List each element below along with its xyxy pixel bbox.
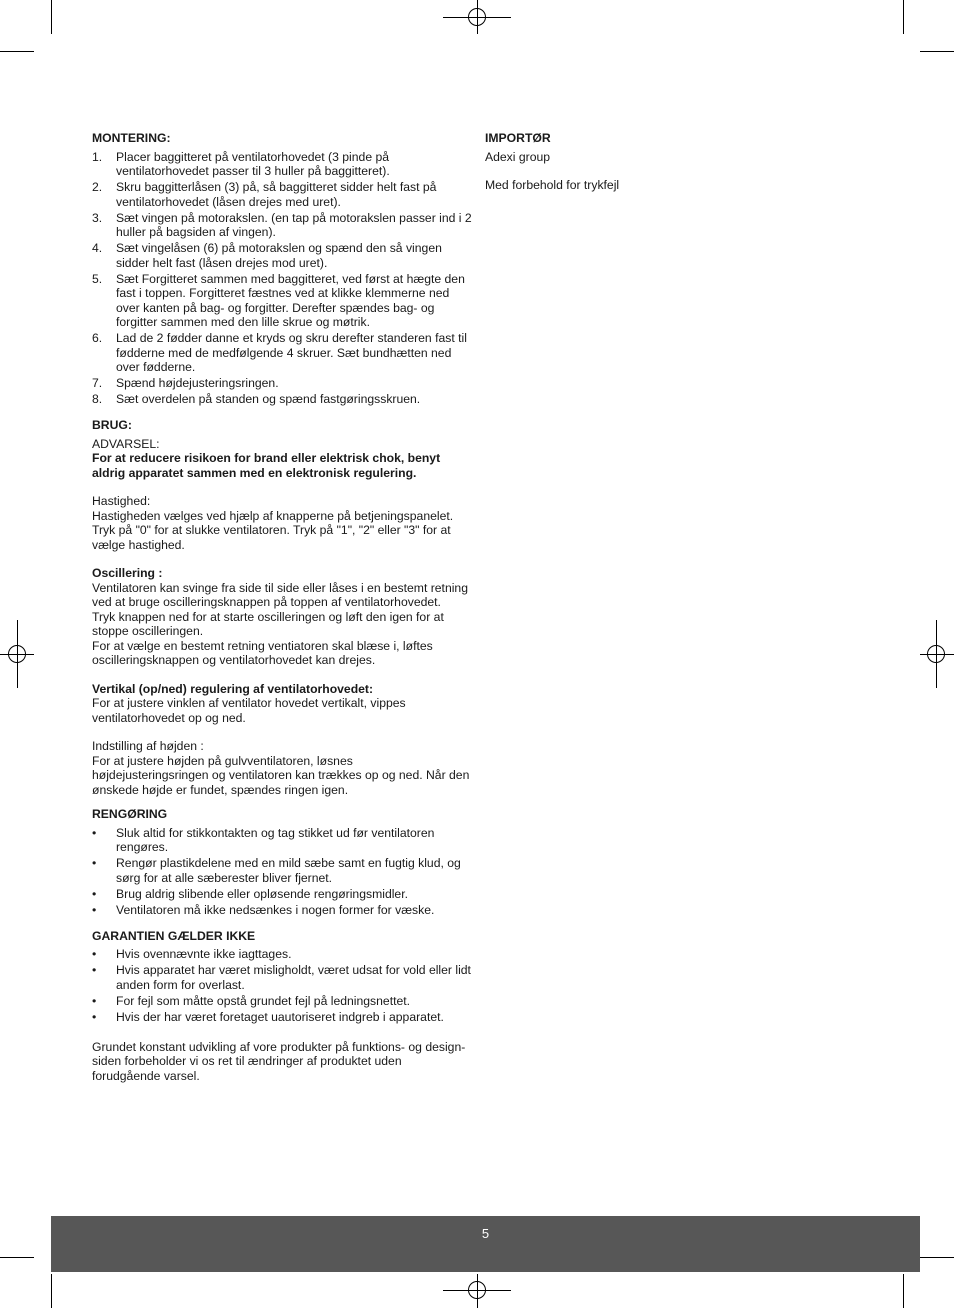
rengoering-list [92,826,472,918]
bullet: • [92,825,97,840]
step-number: 3. [92,210,103,225]
list-item [92,150,472,179]
list-item-text: Hvis der har været foretaget uautoriseret indgreb i apparatet. [116,1009,444,1024]
registration-mark [468,1281,486,1299]
hastighed-text: Hastigheden vælges ved hjælp af knapperne på betjeningspanelet. Tryk på "0" for at slukke ventilatoren. Tryk på "1", "2" eller "3" for at vælge hastighed. [92,508,454,552]
crop-mark [0,51,34,52]
list-item-text: Hvis ovennævnte ikke iagttages. [116,947,292,961]
warning-label: ADVARSEL: [92,436,160,451]
step-text: Sæt vingelåsen (6) på motorakslen og spænd den så vingen sidder helt fast (låsen drejes mod uret). [116,241,442,270]
step-text: Sæt overdelen på standen og spænd fastgøringsskruen. [116,392,421,406]
list-item [92,856,472,885]
closing-note: Grundet konstant udvikling af vore produkter på funktions- og design-siden forbeholder vi os ret til ændringer af produktet uden forudgående varsel. [92,1039,466,1083]
bullet: • [92,902,97,917]
step-text: Sæt vingen på motorakslen. (en tap på motorakslen passer ind i 2 huller på bagsiden af vingen). [116,210,472,239]
step-text: Sæt Forgitteret sammen med baggitteret, ved først at hægte den fast i toppen. Forgitteret fæstnes ved at klikke klemmerne ned over kanten på bag- og forgitter. Derefter spændes bag- og forgitter sammen med den lille skrue og møtrik. [116,271,465,329]
montering-heading: MONTERING: [92,131,171,145]
list-item-text: Brug aldrig slibende eller opløsende rengøringsmidler. [116,886,408,901]
oscillering-paragraph: Ventilatoren kan svinge fra side til side eller låses i en bestemt retning ved at bruge oscilleringsknappen på toppen af ventilatorhovedet. [92,580,468,609]
registration-mark [8,645,26,663]
list-item [92,963,472,992]
list-item [92,211,472,240]
list-item-text: For fejl som måtte opstå grundet fejl på ledningsnettet. [116,993,411,1008]
list-item-text: Hvis apparatet har været misligholdt, været udsat for vold eller lidt anden form for overlast. [116,963,471,992]
list-item-text: Sluk altid for stikkontakten og tag stikket ud før ventilatoren rengøres. [116,825,435,854]
importoer-company: Adexi group [485,149,551,164]
bullet: • [92,856,97,870]
step-number: 5. [92,271,103,286]
crop-mark [920,51,954,52]
step-number: 4. [92,241,103,255]
garanti-heading: GARANTIEN GÆLDER IKKE [92,928,256,943]
step-text: Spænd højdejusteringsringen. [116,376,279,390]
list-item [92,887,472,902]
hoejde-text: For at justere højden på gulvventilatoren, løsnes højdejusteringsringen og ventilatoren kan trækkes op og ned. Når den ønskede højde er fundet, spændes ringen igen. [92,753,470,797]
list-item [92,903,472,918]
importoer-note: Med forbehold for trykfejl [485,178,620,192]
left-column [92,131,472,1083]
bullet: • [92,886,97,901]
list-item-text: Ventilatoren må ikke nedsænkes i nogen former for væske. [116,902,435,917]
step-text: Skru baggitterlåsen (3) på, så baggitteret sidder helt fast på ventilatorhovedet (låsen drejes med uret). [116,180,437,209]
list-item-text: Rengør plastikdelene med en mild sæbe samt en fugtig klud, og sørg for at alle sæberester bliver fjernet. [116,856,461,885]
step-number: 1. [92,149,103,164]
list-item [92,392,472,407]
bullet: • [92,1009,97,1024]
step-text: Lad de 2 fødder danne et kryds og skru derefter standeren fast til fødderne med de medfølgende 4 skruer. Sæt bundhætten ned over fødderne. [116,331,467,374]
hoejde-heading: Indstilling af højden : [92,739,204,753]
step-number: 7. [92,376,103,390]
oscillering-heading: Oscillering : [92,566,163,580]
registration-mark [927,645,945,663]
list-item [92,331,472,375]
montering-steps [92,150,472,407]
list-item [92,241,472,270]
rengoering-heading: RENGØRING [92,807,168,821]
brug-heading: BRUG: [92,418,132,432]
bullet: • [92,963,97,977]
crop-mark [51,0,52,34]
list-item [92,180,472,209]
crop-mark [51,1274,52,1308]
oscillering-paragraph: For at vælge en bestemt retning ventiatoren skal blæse i, løftes oscilleringsknappen og ventilatorhovedet kan drejes. [92,638,433,667]
list-item [92,376,472,391]
garanti-list [92,947,472,1024]
bullet: • [92,993,97,1008]
step-text: Placer baggitteret på ventilatorhovedet (3 pinde på ventilatorhovedet passer til 3 huller på baggitteret). [116,149,390,178]
list-item [92,1010,472,1025]
step-number: 2. [92,180,103,194]
list-item [92,272,472,330]
hastighed-heading: Hastighed: [92,494,151,508]
vertikal-heading: Vertikal (op/ned) regulering af ventilatorhovedet: [92,681,374,696]
warning-text: For at reducere risikoen for brand eller elektrisk chok, benyt aldrig apparatet sammen med en elektronisk regulering. [92,451,441,480]
footer-bar [51,1216,920,1272]
right-column [485,131,785,193]
list-item [92,947,472,962]
list-item [92,994,472,1009]
crop-mark [920,1257,954,1258]
oscillering-paragraph: Tryk knappen ned for at starte oscilleringen og løft den igen for at stoppe oscilleringen. [92,609,444,638]
page-number: 5 [481,1226,490,1241]
registration-mark [468,8,486,26]
crop-mark [0,1257,34,1258]
crop-mark [903,0,904,34]
step-number: 8. [92,392,103,406]
list-item [92,826,472,855]
vertikal-text: For at justere vinklen af ventilator hovedet vertikalt, vippes ventilatorhovedet op og ned. [92,696,406,725]
crop-mark [903,1274,904,1308]
importoer-heading: IMPORTØR [485,131,551,145]
step-number: 6. [92,331,103,345]
bullet: • [92,947,97,961]
